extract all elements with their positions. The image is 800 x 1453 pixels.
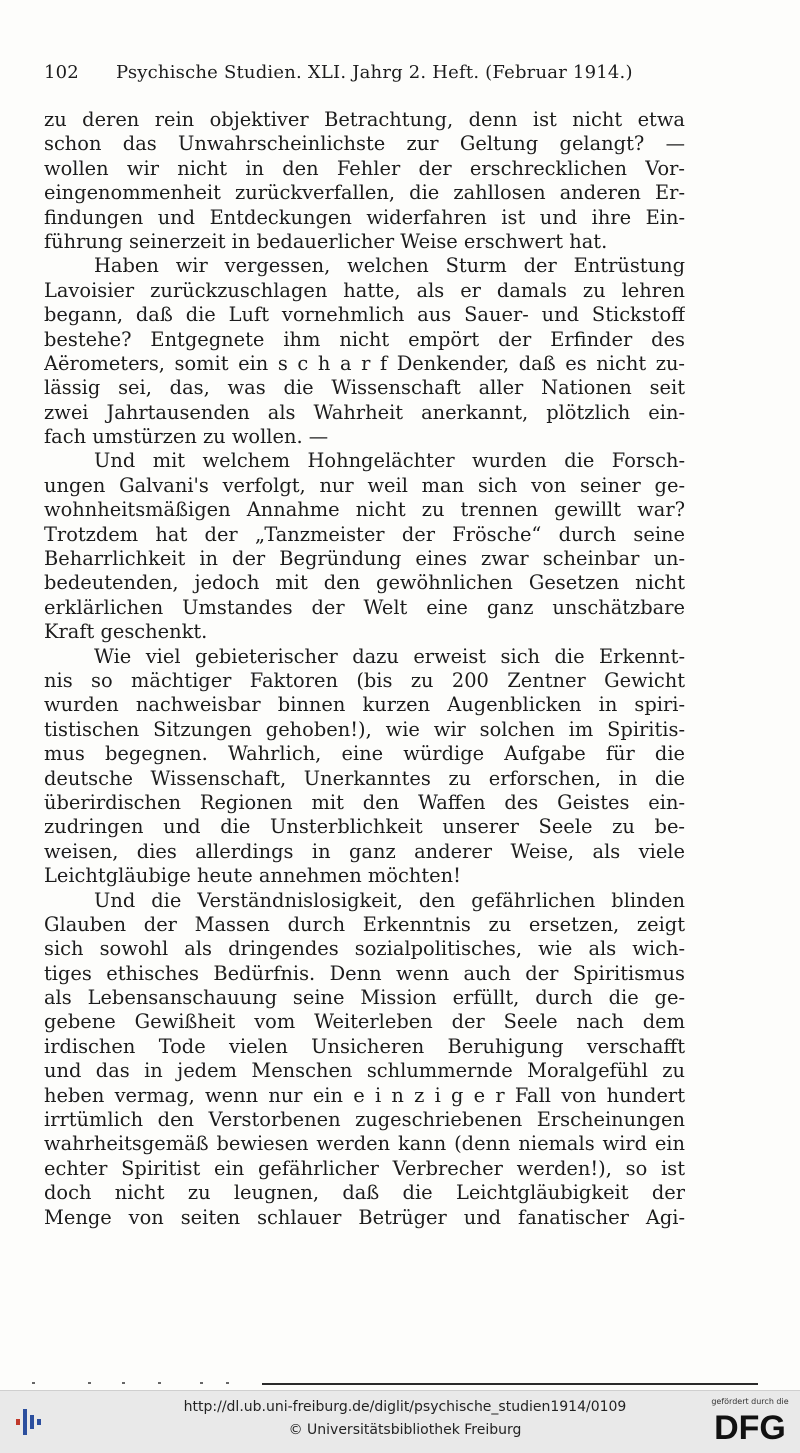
text-line: zu deren rein objektiver Betrachtung, denn ist nicht etwa: [44, 108, 685, 131]
text-line: Und die Verständnislosigkeit, den gefährlichen blinden: [94, 888, 685, 912]
text-line: Leichtgläubige heute annehmen möchten!: [44, 864, 461, 888]
permalink-url[interactable]: http://dl.ub.uni-freiburg.de/diglit/psychische_studien1914/0109: [183, 1399, 627, 1415]
text-line: heben vermag, wenn nur ein e i n z i g e r Fall von hundert: [44, 1083, 685, 1107]
text-line: Haben wir vergessen, welchen Sturm der Entrüstung: [94, 254, 685, 278]
dfg-logo-icon: [705, 1405, 795, 1445]
copyright-notice: © Universitätsbibliothek Freiburg: [288, 1422, 522, 1438]
text-line: deutsche Wissenschaft, Unerkanntes zu erforschen, in die: [44, 766, 685, 790]
text-line: zudringen und die Unsterblichkeit unserer Seele zu be-: [44, 815, 685, 839]
text-line: irdischen Tode vielen Unsicheren Beruhigung verschafft: [44, 1034, 685, 1058]
text-line: erklärlichen Umstandes der Welt eine ganz unschätzbare: [44, 595, 685, 619]
text-line: gebene Gewißheit vom Weiterleben der Seele nach dem: [44, 1010, 685, 1034]
body-text: [44, 108, 685, 1230]
text-line: überirdischen Regionen mit den Waffen des Geistes ein-: [44, 790, 685, 814]
text-line: fach umstürzen zu wollen. —: [44, 425, 329, 449]
text-line: wohnheitsmäßigen Annahme nicht zu trennen gewillt war?: [44, 498, 685, 522]
text-line: echter Spiritist ein gefährlicher Verbrecher werden!), so ist: [44, 1156, 685, 1180]
text-line: Beharrlichkeit in der Begründung eines zwar scheinbar un-: [44, 547, 685, 571]
text-line: zwei Jahrtausenden als Wahrheit anerkannt, plötzlich ein-: [44, 400, 685, 424]
scan-specks: [30, 1380, 270, 1388]
text-line: eingenommenheit zurückverfallen, die zahllosen anderen Er-: [44, 181, 685, 205]
running-header: [44, 62, 684, 90]
ub-freiburg-logo-icon: [14, 1405, 44, 1439]
text-line: irrtümlich den Verstorbenen zugeschriebenen Erscheinungen: [44, 1108, 685, 1132]
svg-text:DFG: DFG: [714, 1409, 786, 1445]
text-line: wollen wir nicht in den Fehler der erschrecklichen Vor-: [44, 156, 685, 180]
text-line: Menge von seiten schlauer Betrüger und fanatischer Agi-: [44, 1205, 685, 1229]
text-line: Wie viel gebieterischer dazu erweist sich die Erkennt-: [94, 644, 685, 668]
text-line: führung seinerzeit in bedauerlicher Weise erschwert hat.: [44, 229, 608, 253]
text-line: bedeutenden, jedoch mit den gewöhnlichen Gesetzen nicht: [44, 571, 685, 595]
running-title: Psychische Studien. XLI. Jahrg 2. Heft. (Februar 1914.): [116, 62, 633, 83]
text-line: Lavoisier zurückzuschlagen hatte, als er damals zu lehren: [44, 278, 685, 302]
viewer-footer: [0, 1390, 800, 1453]
text-line: weisen, dies allerdings in ganz anderer Weise, als viele: [44, 839, 685, 863]
text-line: als Lebensanschauung seine Mission erfüllt, durch die ge-: [44, 986, 685, 1010]
text-line: wurden nachweisbar binnen kurzen Augenblicken in spiri-: [44, 693, 685, 717]
text-line: lässig sei, das, was die Wissenschaft aller Nationen seit: [44, 376, 685, 400]
text-line: tiges ethisches Bedürfnis. Denn wenn auch der Spiritismus: [44, 961, 685, 985]
text-line: wahrheitsgemäß bewiesen werden kann (denn niemals wird ein: [44, 1132, 685, 1156]
text-line: und das in jedem Menschen schlummernde Moralgefühl zu: [44, 1059, 685, 1083]
text-line: sich sowohl als dringendes sozialpolitisches, wie als wich-: [44, 937, 685, 961]
text-line: Trotzdem hat der „Tanzmeister der Frösche“ durch seine: [44, 522, 685, 546]
text-line: schon das Unwahrscheinlichste zur Geltung gelangt? —: [44, 132, 685, 156]
funding-note: gefördert durch die: [711, 1397, 789, 1406]
text-line: Und mit welchem Hohngelächter wurden die Forsch-: [94, 449, 685, 473]
text-line: nis so mächtiger Faktoren (bis zu 200 Zentner Gewicht: [44, 668, 685, 692]
page-bottom-rule: [262, 1383, 758, 1385]
text-line: bestehe? Entgegnete ihm nicht empört der Erfinder des: [44, 327, 685, 351]
text-line: begann, daß die Luft vornehmlich aus Sauer- und Stickstoff: [44, 303, 685, 327]
text-line: Kraft geschenkt.: [44, 620, 208, 644]
text-line: ungen Galvani's verfolgt, nur weil man sich von seiner ge-: [44, 473, 685, 497]
text-line: Aërometers, somit ein s c h a r f Denkender, daß es nicht zu-: [44, 351, 685, 375]
text-line: Glauben der Massen durch Erkenntnis zu ersetzen, zeigt: [44, 912, 685, 936]
text-line: findungen und Entdeckungen widerfahren ist und ihre Ein-: [44, 205, 685, 229]
text-line: mus begegnen. Wahrlich, eine würdige Aufgabe für die: [44, 742, 685, 766]
page-number: 102: [44, 62, 79, 83]
text-line: doch nicht zu leugnen, daß die Leichtgläubigkeit der: [44, 1181, 685, 1205]
text-line: tistischen Sitzungen gehoben!), wie wir solchen im Spiritis-: [44, 717, 685, 741]
